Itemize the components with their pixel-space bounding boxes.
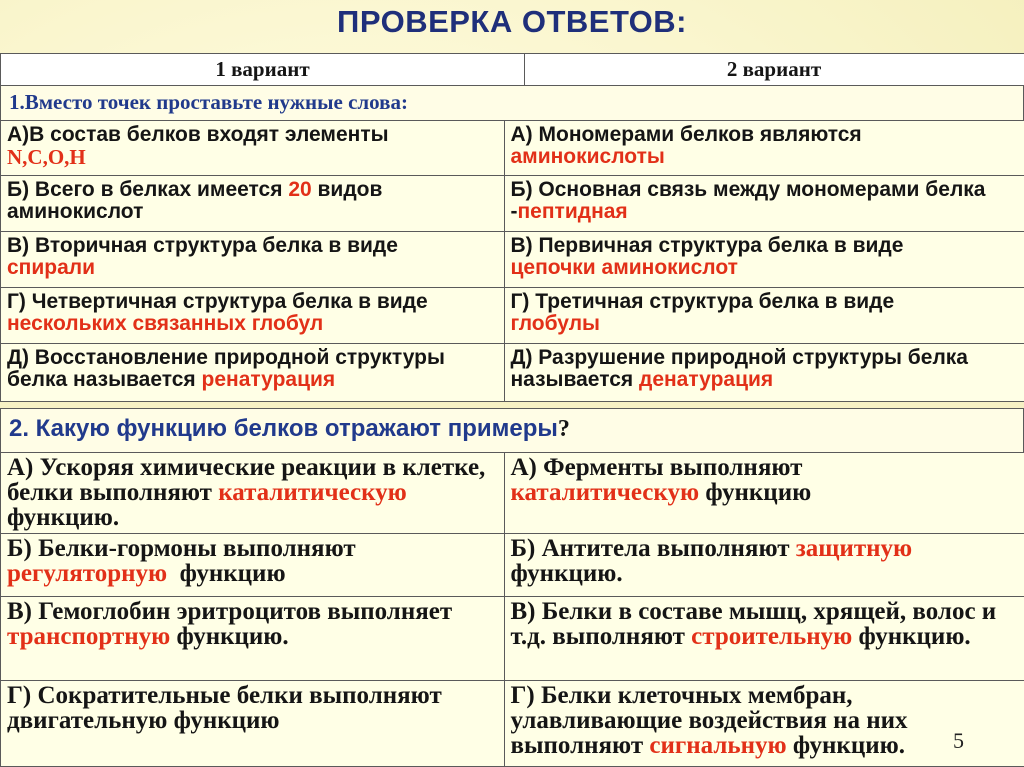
answer-cell bbox=[0, 287, 505, 345]
answer-highlight: денатурация bbox=[638, 368, 774, 392]
variant-2-header: 2 вариант bbox=[524, 53, 1024, 86]
answer-text: Г) Третичная структура белка в виде bbox=[510, 290, 895, 313]
answer-text: Г) Четвертичная структура белка в виде bbox=[7, 290, 428, 313]
table-row bbox=[0, 287, 1024, 345]
answer-highlight: аминокислоты bbox=[510, 145, 665, 169]
answer-cell bbox=[504, 452, 1024, 535]
answer-highlight: каталитическую bbox=[218, 479, 407, 506]
table-row bbox=[0, 231, 1024, 289]
answer-cell bbox=[504, 343, 1024, 402]
answer-text: В) Первичная структура белка в виде bbox=[510, 234, 904, 257]
answer-text: функцию. bbox=[510, 560, 623, 587]
answer-cell bbox=[504, 287, 1024, 345]
answer-text: Д) Разрушение природной структуры белка называется bbox=[510, 346, 968, 392]
answer-text: А) Ферменты выполняют bbox=[510, 454, 803, 481]
answer-text: Б) Основная связь между мономерами белка - bbox=[510, 178, 986, 224]
answer-text: А)В состав белков входят элементы bbox=[7, 123, 389, 146]
answer-cell bbox=[0, 452, 505, 535]
section-2-heading bbox=[0, 408, 1024, 453]
table-row bbox=[0, 175, 1024, 233]
answer-text: В) Гемоглобин эритроцитов выполняет bbox=[7, 598, 453, 625]
answer-cell bbox=[0, 343, 505, 402]
answer-text: Г) Белки клеточных мембран, улавливающие воздействия на них выполняют bbox=[510, 682, 908, 759]
table-row bbox=[0, 452, 1024, 535]
answer-cell bbox=[504, 596, 1024, 682]
answer-highlight: нескольких связанных глобул bbox=[7, 312, 324, 336]
page-number: 5 bbox=[953, 728, 964, 753]
question-mark: ? bbox=[557, 416, 570, 442]
answer-text: Д) Восстановление природной структуры белка называется bbox=[7, 346, 445, 392]
answer-highlight: защитную bbox=[795, 535, 913, 562]
variant-header-row bbox=[0, 53, 1024, 86]
answer-highlight: пептидная bbox=[517, 200, 628, 224]
answer-text: В) Вторичная структура белка в виде bbox=[7, 234, 398, 257]
answer-highlight: ренатурация bbox=[201, 368, 336, 392]
table-row bbox=[0, 596, 1024, 682]
answer-cell bbox=[504, 533, 1024, 598]
answer-cell bbox=[0, 120, 505, 177]
answer-cell bbox=[504, 120, 1024, 177]
answer-text: функцию. bbox=[786, 732, 905, 759]
page-title: ПРОВЕРКА ОТВЕТОВ: bbox=[337, 4, 687, 39]
answer-text: функцию bbox=[167, 560, 286, 587]
answer-highlight: глобулы bbox=[510, 312, 600, 336]
answer-text: А) Ускоряя химические реакции в клетке, белки выполняют bbox=[7, 454, 486, 506]
answer-cell bbox=[0, 596, 505, 682]
table-row bbox=[0, 343, 1024, 402]
table-row bbox=[0, 680, 1024, 767]
answer-text: В) Белки в составе мышц, хрящей, волос и т.д. выполняют bbox=[510, 598, 997, 650]
section-2-heading-text: 2. Какую функцию белков отражают примеры bbox=[9, 415, 558, 442]
answer-text: Б) Всего в белках имеется bbox=[7, 178, 289, 201]
answer-highlight: сигнальную bbox=[649, 732, 787, 759]
answer-cell bbox=[0, 175, 505, 233]
answer-text: функцию bbox=[699, 479, 812, 506]
answer-highlight: 20 bbox=[288, 178, 312, 201]
answer-text: видов аминокислот bbox=[7, 178, 383, 224]
answer-text: функцию. bbox=[7, 504, 120, 531]
answer-highlight: транспортную bbox=[7, 623, 171, 650]
answer-text: А) Мономерами белков являются bbox=[510, 123, 862, 146]
answer-cell bbox=[504, 680, 1024, 767]
table-row bbox=[0, 120, 1024, 177]
variant-1-header: 1 вариант bbox=[0, 53, 525, 86]
answer-cell bbox=[504, 175, 1024, 233]
answer-highlight: регуляторную bbox=[7, 560, 168, 587]
answer-cell bbox=[0, 231, 505, 289]
answer-highlight: N,C,O,H bbox=[7, 145, 86, 170]
answer-text: функцию. bbox=[852, 623, 971, 650]
answer-highlight: спирали bbox=[7, 256, 96, 280]
table-row bbox=[0, 533, 1024, 598]
answer-highlight: каталитическую bbox=[510, 479, 700, 506]
answer-text: функцию. bbox=[170, 623, 289, 650]
answer-text: Б) Белки-гормоны выполняют bbox=[7, 535, 356, 562]
answer-highlight: цепочки аминокислот bbox=[510, 256, 738, 280]
section-1-heading: 1.Вместо точек проставьте нужные слова: bbox=[0, 85, 1024, 121]
answer-text: Б) Антитела выполняют bbox=[510, 535, 796, 562]
answer-cell bbox=[0, 533, 505, 598]
answer-highlight: строительную bbox=[691, 623, 853, 650]
answer-text: Г) Сократительные белки выполняют двигательную функцию bbox=[7, 682, 442, 734]
answer-cell bbox=[0, 680, 505, 767]
answer-cell bbox=[504, 231, 1024, 289]
